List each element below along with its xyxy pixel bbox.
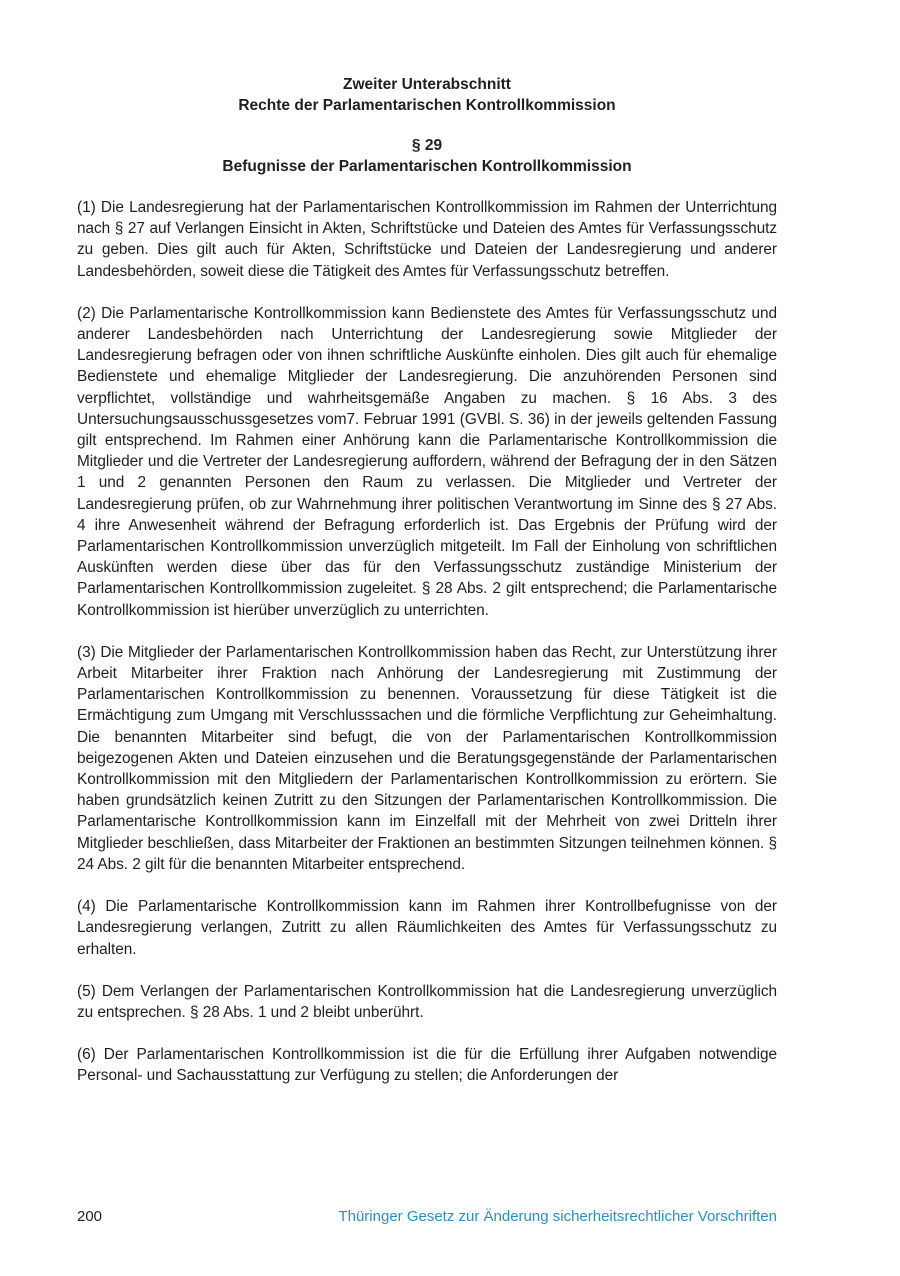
paragraph-6: (6) Der Parlamentarischen Kontrollkommission ist die für die Erfüllung ihrer Aufgaben notwendige Personal- und Sachausstattung zur Verfügung zu stellen; die Anforderungen der bbox=[77, 1046, 777, 1085]
document-page bbox=[77, 74, 777, 1108]
section-number: § 29 bbox=[411, 137, 443, 154]
paragraph-2: (2) Die Parlamentarische Kontrollkommission kann Bedienstete des Amtes für Verfassungsschutz und anderer Landesbehörden nach Unterrichtung der Landesregierung sowie Mitglieder der Landesregierung befragen oder von ihnen schriftliche Auskünfte einholen. Dies gilt auch für ehemalige Bedienstete und ehemalige Mitglieder der Landesregierung. Die anzuhörenden Personen sind verpflichtet, vollständige und wahrheitsgemäße Angaben zu machen. § 16 Abs. 3 des Untersuchungsausschussgesetzes vom7. Februar 1991 (GVBl. S. 36) in der jeweils geltenden Fassung gilt entsprechend. Im Rahmen einer Anhörung kann die Parlamentarische Kontrollkommission die Mitglieder und die Vertreter der Landesregierung auffordern, während der Befragung der in den Sätzen 1 und 2 genannten Personen den Raum zu verlassen. Die Mitglieder und Vertreter der Landesregierung prüfen, ob zur Wahrnehmung ihrer politischen Verantwortung im Sinne des § 27 Abs. 4 ihre Anwesenheit während der Befragung erforderlich ist. Das Ergebnis der Prüfung wird der Parlamentarischen Kontrollkommission unverzüglich mitgeteilt. Im Fall der Einholung von schriftlichen Auskünften werden diese über das für den Verfassungsschutz zuständige Ministerium der Parlamentarischen Kontrollkommission zugeleitet. § 28 Abs. 2 gilt entsprechend; die Parlamentarische Kontrollkommission ist hierüber unverzüglich zu unterrichten. bbox=[77, 304, 777, 619]
page-number: 200 bbox=[77, 1208, 103, 1225]
section-heading bbox=[77, 135, 777, 177]
subsection-label: Zweiter Unterabschnitt bbox=[343, 76, 511, 93]
subsection-title: Rechte der Parlamentarischen Kontrollkommission bbox=[238, 97, 616, 114]
running-title: Thüringer Gesetz zur Änderung sicherheitsrechtlicher Vorschriften bbox=[338, 1208, 777, 1225]
section-title: Befugnisse der Parlamentarischen Kontrollkommission bbox=[222, 158, 632, 175]
paragraph-1: (1) Die Landesregierung hat der Parlamentarischen Kontrollkommission im Rahmen der Unterrichtung nach § 27 auf Verlangen Einsicht in Akten, Schriftstücke und Dateien des Amtes für Verfassungsschutz zu geben. Dies gilt auch für Akten, Schriftstücke und Dateien der Landesregierung und anderer Landesbehörden, soweit diese die Tätigkeit des Amtes für Verfassungsschutz betreffen. bbox=[77, 199, 777, 280]
section-body bbox=[77, 197, 777, 1087]
subsection-heading bbox=[77, 74, 777, 116]
paragraph-3: (3) Die Mitglieder der Parlamentarischen Kontrollkommission haben das Recht, zur Unterstützung ihrer Arbeit Mitarbeiter ihrer Fraktion nach Anhörung der Landesregierung mit Zustimmung der Parlamentarischen Kontrollkommission zu benennen. Voraussetzung für diese Tätigkeit ist die Ermächtigung zum Umgang mit Verschlusssachen und die förmliche Verpflichtung zur Geheimhaltung. Die benannten Mitarbeiter sind befugt, die von der Parlamentarischen Kontrollkommission beigezogenen Akten und Dateien einzusehen und die Beratungsgegenstände der Parlamentarischen Kontrollkommission mit den Mitgliedern der Parlamentarischen Kontrollkommission zu erörtern. Sie haben grundsätzlich keinen Zutritt zu den Sitzungen der Parlamentarischen Kontrollkommission. Die Parlamentarische Kontrollkommission kann im Einzelfall mit der Mehrheit von zwei Dritteln ihrer Mitglieder beschließen, dass Mitarbeiter der Fraktionen an bestimmten Sitzungen teilnehmen können. § 24 Abs. 2 gilt für die benannten Mitarbeiter entsprechend. bbox=[77, 643, 777, 873]
paragraph-5: (5) Dem Verlangen der Parlamentarischen Kontrollkommission hat die Landesregierung unverzüglich zu entsprechen. § 28 Abs. 1 und 2 bleibt unberührt. bbox=[77, 982, 777, 1021]
page-footer bbox=[77, 1206, 777, 1228]
paragraph-4: (4) Die Parlamentarische Kontrollkommission kann im Rahmen ihrer Kontrollbefugnisse von der Landesregierung verlangen, Zutritt zu allen Räumlichkeiten des Amtes für Verfassungsschutz zu erhalten. bbox=[77, 898, 777, 958]
